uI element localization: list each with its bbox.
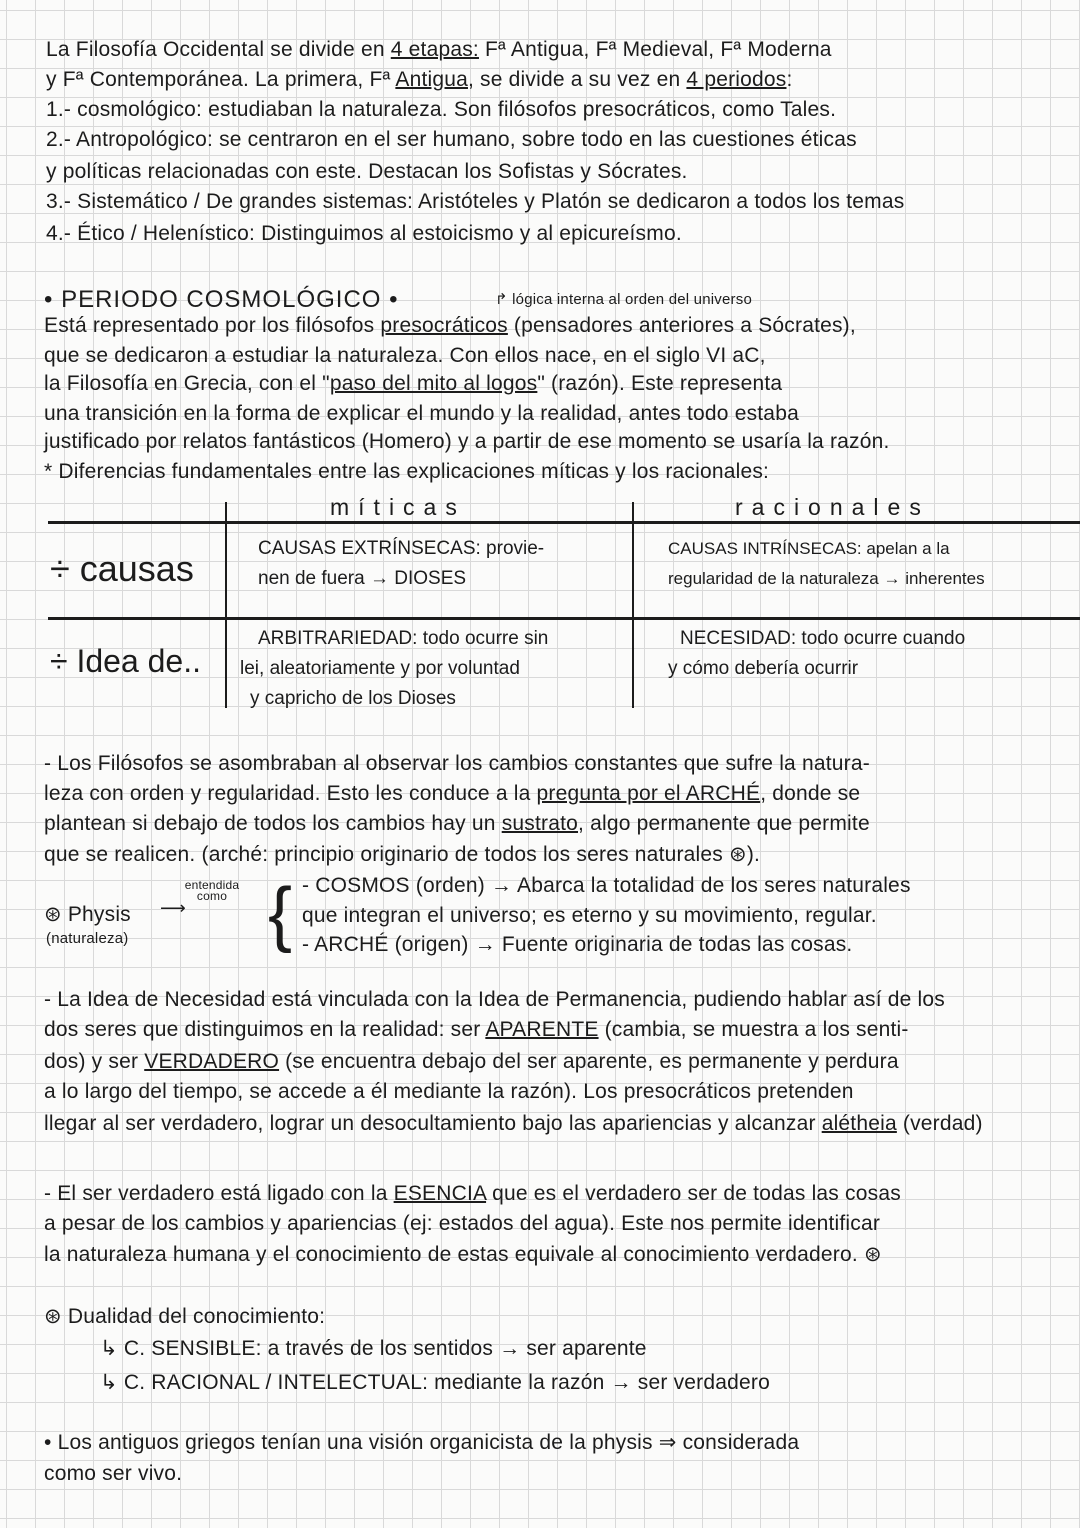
text: : (786, 68, 793, 91)
text: " (razón). Este representa (537, 372, 783, 395)
underlined-text: 4 etapas: (390, 38, 479, 61)
cell-line: ARBITRARIEDAD: todo ocurre sin (258, 628, 549, 649)
text: la Filosofía en Grecia, con el " (44, 372, 330, 395)
text: leza con orden y regularidad. Esto les conduce a la (44, 782, 537, 805)
intro-line (46, 190, 904, 214)
text: Fª Antigua, Fª Medieval, Fª Moderna (478, 38, 832, 61)
cell-line: lei, aleatoriamente y por voluntad (240, 658, 520, 679)
intro-line (46, 222, 682, 246)
text: que es el verdadero ser de todas las cosas (486, 1182, 901, 1205)
arche-line (44, 752, 870, 776)
arche-line (44, 812, 870, 836)
physis-item: que integran el universo; es eterno y su movimiento, regular. (302, 904, 877, 927)
underlined-text: presocráticos (380, 314, 508, 337)
cell-line: CAUSAS EXTRÍNSECAS: provie- (258, 538, 545, 559)
physis-item: - COSMOS (orden) → Abarca la totalidad de los seres naturales (302, 874, 911, 897)
text: , donde se (760, 782, 861, 805)
text: - Los Filósofos se asombraban al observar los cambios constantes que sufre la natura- (44, 752, 870, 775)
col-header-miticas: míticas (330, 494, 466, 520)
cosmo-line (44, 402, 799, 426)
text: 1.- cosmológico: estudiaban la naturaleza. Son filósofos presocráticos, como Tales. (46, 98, 837, 121)
necesidad-line (44, 988, 945, 1012)
underlined-text: alétheia (821, 1112, 897, 1135)
cosmo-line (44, 314, 856, 338)
text: (verdad) (896, 1112, 983, 1135)
text: y políticas relacionadas con este. Destacan los Sofistas y Sócrates. (46, 160, 688, 183)
text: - El ser verdadero está ligado con la (44, 1182, 394, 1205)
text: que se dedicaron a estudiar la naturaleza. Con ellos nace, en el siglo VI aC, (44, 344, 766, 367)
text: (pensadores anteriores a Sócrates), (507, 314, 856, 337)
underlined-text: ESENCIA (393, 1182, 487, 1205)
cell-line: NECESIDAD: todo ocurre cuando (680, 628, 966, 649)
necesidad-line (44, 1018, 909, 1042)
arrow-label: entendida como (184, 878, 240, 903)
text: como ser vivo. (44, 1462, 183, 1485)
necesidad-line (44, 1080, 854, 1104)
table-divider (225, 502, 227, 708)
arche-line (44, 842, 760, 867)
text: 4.- Ético / Helenístico: Distinguimos al estoicismo y al epicureísmo. (46, 222, 682, 245)
dualidad-title: ⊛ Dualidad del conocimiento: (44, 1305, 326, 1328)
text: que se realicen. (arché: principio originario de todos los seres naturales ⊛). (44, 843, 761, 866)
text: dos seres que distinguimos en la realidad: ser (44, 1018, 486, 1041)
dualidad-item: ↳ C. SENSIBLE: a través de los sentidos → ser aparente (100, 1337, 647, 1360)
text: * Diferencias fundamentales entre las explicaciones míticas y los racionales: (44, 460, 770, 483)
underlined-text: sustrato (501, 812, 579, 835)
cell-line: y capricho de los Dioses (250, 688, 456, 709)
cell-mitica-causas (258, 534, 544, 594)
text: plantean si debajo de todos los cambios hay un (44, 812, 502, 835)
text: (cambia, se muestra a los senti- (598, 1018, 909, 1041)
cosmo-line (44, 372, 782, 396)
brace-icon: { (268, 874, 293, 954)
final-line (44, 1430, 799, 1455)
arche-line (44, 782, 860, 806)
text: la naturaleza humana y el conocimiento de estas equivale al conocimiento verdadero. ⊛ (44, 1243, 882, 1266)
cosmo-line (44, 344, 766, 368)
table-divider (48, 617, 1080, 620)
text: - La Idea de Necesidad está vinculada con la Idea de Permanencia, pudiendo hablar así de los (44, 988, 945, 1011)
underlined-text: Antigua (395, 68, 468, 91)
underlined-text: 4 periodos (686, 68, 787, 91)
cell-line: nen de fuera → DIOSES (258, 568, 467, 589)
esencia-line (44, 1182, 901, 1206)
underlined-text: APARENTE (485, 1018, 599, 1041)
text: Está representado por los filósofos (44, 314, 381, 337)
physis-sub: (naturaleza) (46, 930, 129, 947)
final-line (44, 1462, 182, 1486)
physis-label: ⊛ Physis (44, 903, 131, 926)
text: 2.- Antropológico: se centraron en el ser humano, sobre todo en las cuestiones éticas (46, 128, 857, 151)
cosmo-annotation: ↱ lógica interna al orden del universo (495, 291, 752, 308)
text: justificado por relatos fantásticos (Homero) y a partir de ese momento se usaría la razón. (44, 430, 890, 453)
esencia-line (44, 1242, 882, 1267)
cell-racional-idea (668, 624, 965, 684)
cosmo-line (44, 430, 890, 454)
cosmo-heading: • PERIODO COSMOLÓGICO • (44, 286, 399, 313)
necesidad-line (44, 1112, 983, 1136)
text: una transición en la forma de explicar el mundo y la realidad, antes todo estaba (44, 402, 799, 425)
text: (se encuentra debajo del ser aparente, es permanente y perdura (279, 1050, 899, 1073)
text: y Fª Contemporánea. La primera, Fª (46, 68, 396, 91)
intro-line (46, 128, 857, 152)
text: , algo permanente que permite (578, 812, 870, 835)
text: 3.- Sistemático / De grandes sistemas: Aristóteles y Platón se dedicaron a todos los temas (46, 190, 905, 213)
table-divider (48, 521, 1080, 524)
text: a pesar de los cambios y apariencias (ej: estados del agua). Este nos permite identificar (44, 1212, 881, 1235)
intro-line (46, 38, 832, 62)
dualidad-item: ↳ C. RACIONAL / INTELECTUAL: mediante la razón → ser verdadero (100, 1371, 770, 1394)
esencia-line (44, 1212, 880, 1236)
cell-mitica-idea (240, 624, 548, 714)
intro-line (46, 98, 836, 122)
text: llegar al ser verdadero, lograr un desocultamiento bajo las apariencias y alcanzar (44, 1112, 822, 1135)
intro-line (46, 68, 793, 92)
row-label: ÷ Idea de.. (50, 643, 201, 679)
text: , se divide a su vez en (467, 68, 687, 91)
text: dos) y ser (44, 1050, 145, 1073)
underlined-text: VERDADERO (144, 1050, 280, 1073)
col-header-racionales: racionales (735, 494, 930, 520)
cell-line: y cómo debería ocurrir (668, 658, 859, 679)
text: a lo largo del tiempo, se accede a él mediante la razón). Los presocráticos pretenden (44, 1080, 854, 1103)
underlined-text: pregunta por el ARCHÉ (536, 782, 761, 805)
underlined-text: paso del mito al logos (329, 372, 538, 395)
cell-line: CAUSAS INTRÍNSECAS: apelan a la (668, 539, 950, 558)
cell-racional-causas (668, 534, 985, 594)
row-label: ÷ causas (50, 548, 194, 589)
arrow-icon: ⟶ (160, 898, 187, 918)
table-divider (632, 502, 634, 708)
cell-line: regularidad de la naturaleza → inherentes (668, 569, 985, 588)
text: • Los antiguos griegos tenían una visión organicista de la physis ⇒ considerada (44, 1431, 800, 1454)
necesidad-line (44, 1050, 899, 1074)
cosmo-line (44, 460, 769, 484)
physis-item: - ARCHÉ (origen) → Fuente originaria de todas las cosas. (302, 933, 853, 956)
intro-line (46, 160, 688, 184)
text: La Filosofía Occidental se divide en (46, 38, 391, 61)
